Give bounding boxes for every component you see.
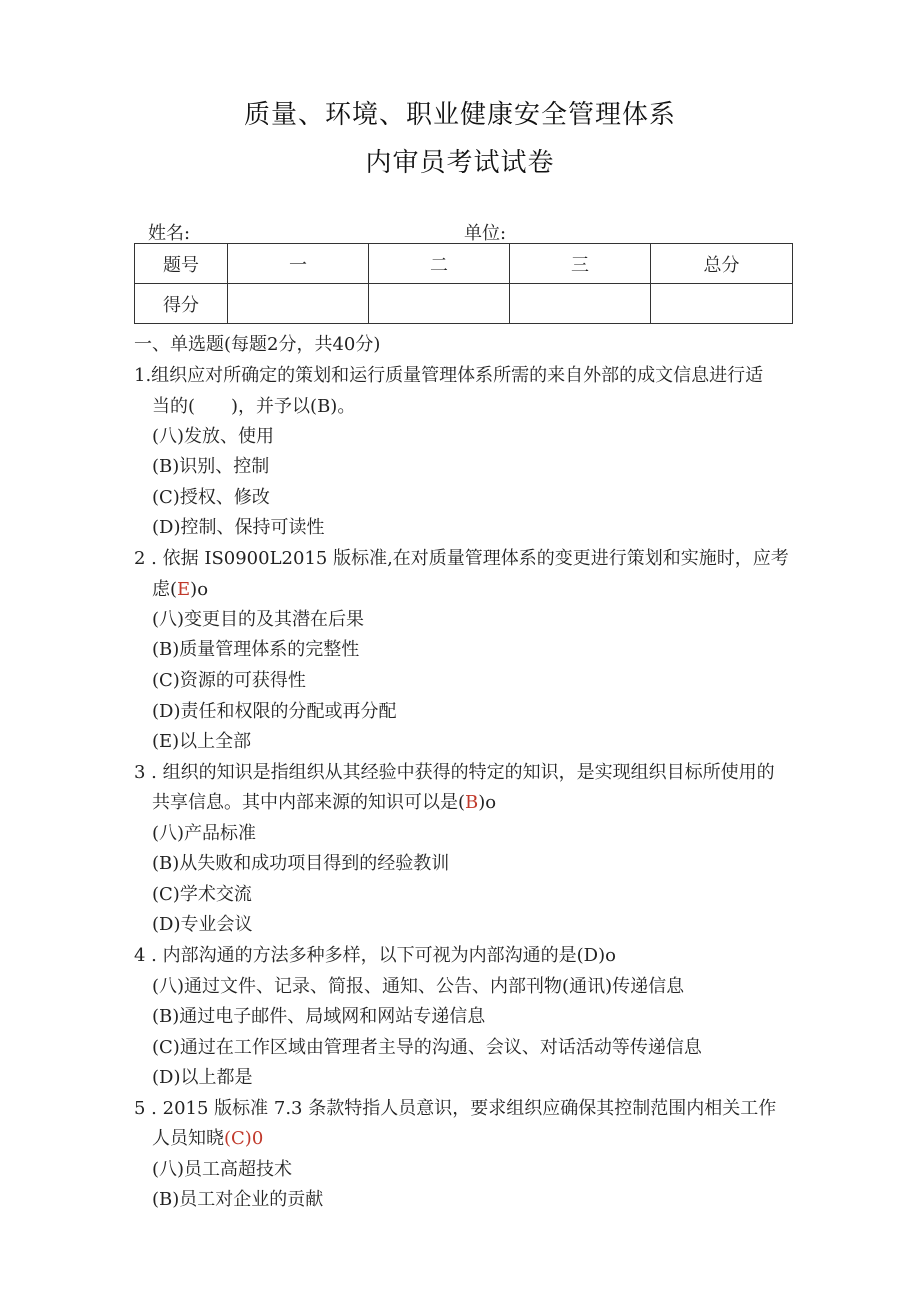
question-4-option-a: (八)通过文件、记录、简报、通知、公告、内部刊物(通讯)传递信息	[152, 976, 685, 997]
question-5-text-pre: 人员知晓	[152, 1128, 224, 1149]
question-2-option-e: (E)以上全部	[152, 731, 252, 752]
score-table	[134, 243, 793, 324]
header-cell: 一	[228, 244, 369, 284]
question-1-option-b: (B)识别、控制	[152, 456, 270, 477]
question-4-option-d: (D)以上都是	[152, 1067, 253, 1088]
unit-label: 单位:	[464, 223, 507, 244]
question-3-option-a: (八)产品标准	[152, 823, 257, 844]
question-2-option-d: (D)责任和权限的分配或再分配	[152, 701, 397, 722]
question-2-text-pre: 虑(	[152, 579, 178, 600]
question-5-option-b: (B)员工对企业的贡献	[152, 1189, 324, 1210]
question-2-option-c: (C)资源的可获得性	[152, 670, 306, 691]
question-4-option-b: (B)通过电子邮件、局域网和网站专递信息	[152, 1006, 486, 1027]
score-row-label: 得分	[135, 284, 228, 324]
score-cell	[369, 284, 510, 324]
question-5-option-a: (八)员工高超技术	[152, 1159, 293, 1180]
question-2-text: 2 . 依据 IS0900L2015 版标准,在对质量管理体系的变更进行策划和实施时，应考	[134, 548, 789, 569]
question-5-text: 5 . 2015 版标准 7.3 条款特指人员意识，要求组织应确保其控制范围内相关工作	[134, 1098, 777, 1119]
score-cell	[228, 284, 369, 324]
header-cell: 三	[510, 244, 651, 284]
question-5-text-cont	[152, 1127, 263, 1151]
section-heading: 一、单选题(每题2分，共40分)	[134, 334, 381, 355]
question-3-option-b: (B)从失败和成功项目得到的经验教训	[152, 853, 450, 874]
score-table-header-row	[135, 244, 793, 284]
question-3-option-c: (C)学术交流	[152, 884, 252, 905]
question-1-option-d: (D)控制、保持可读性	[152, 517, 325, 538]
question-3-text-post: )o	[478, 792, 497, 813]
header-cell: 题号	[135, 244, 228, 284]
name-label: 姓名:	[148, 223, 191, 244]
question-3-text-pre: 共享信息。其中内部来源的知识可以是(	[152, 792, 466, 813]
question-2-answer: E	[177, 579, 191, 600]
score-table-score-row	[135, 284, 793, 324]
question-1-option-c: (C)授权、修改	[152, 487, 270, 508]
question-5-answer: (C)0	[224, 1128, 264, 1149]
question-4-option-c: (C)通过在工作区域由管理者主导的沟通、会议、对话活动等传递信息	[152, 1037, 702, 1058]
question-2-option-b: (B)质量管理体系的完整性	[152, 639, 360, 660]
question-3-answer: B	[465, 792, 479, 813]
question-2-option-a: (八)变更目的及其潜在后果	[152, 609, 365, 630]
exam-title-line1: 质量、环境、职业健康安全管理体系	[243, 100, 676, 130]
question-4-text: 4 . 内部沟通的方法多种多样，以下可视为内部沟通的是(D)o	[134, 945, 616, 966]
question-3-option-d: (D)专业会议	[152, 914, 253, 935]
question-3-text: 3 . 组织的知识是指组织从其经验中获得的特定的知识，是实现组织目标所使用的	[134, 762, 775, 783]
exam-title-line2: 内审员考试试卷	[365, 148, 555, 178]
score-cell	[651, 284, 793, 324]
question-1-text-cont: 当的( )，并予以(B)。	[152, 396, 356, 417]
question-1-text: 1.组织应对所确定的策划和运行质量管理体系所需的来自外部的成文信息进行适	[134, 365, 764, 386]
score-cell	[510, 284, 651, 324]
header-cell: 二	[369, 244, 510, 284]
question-1-option-a: (八)发放、使用	[152, 426, 275, 447]
question-2-text-post: )o	[190, 579, 209, 600]
question-3-text-cont	[152, 791, 496, 815]
question-2-text-cont	[152, 578, 208, 602]
header-cell: 总分	[651, 244, 793, 284]
